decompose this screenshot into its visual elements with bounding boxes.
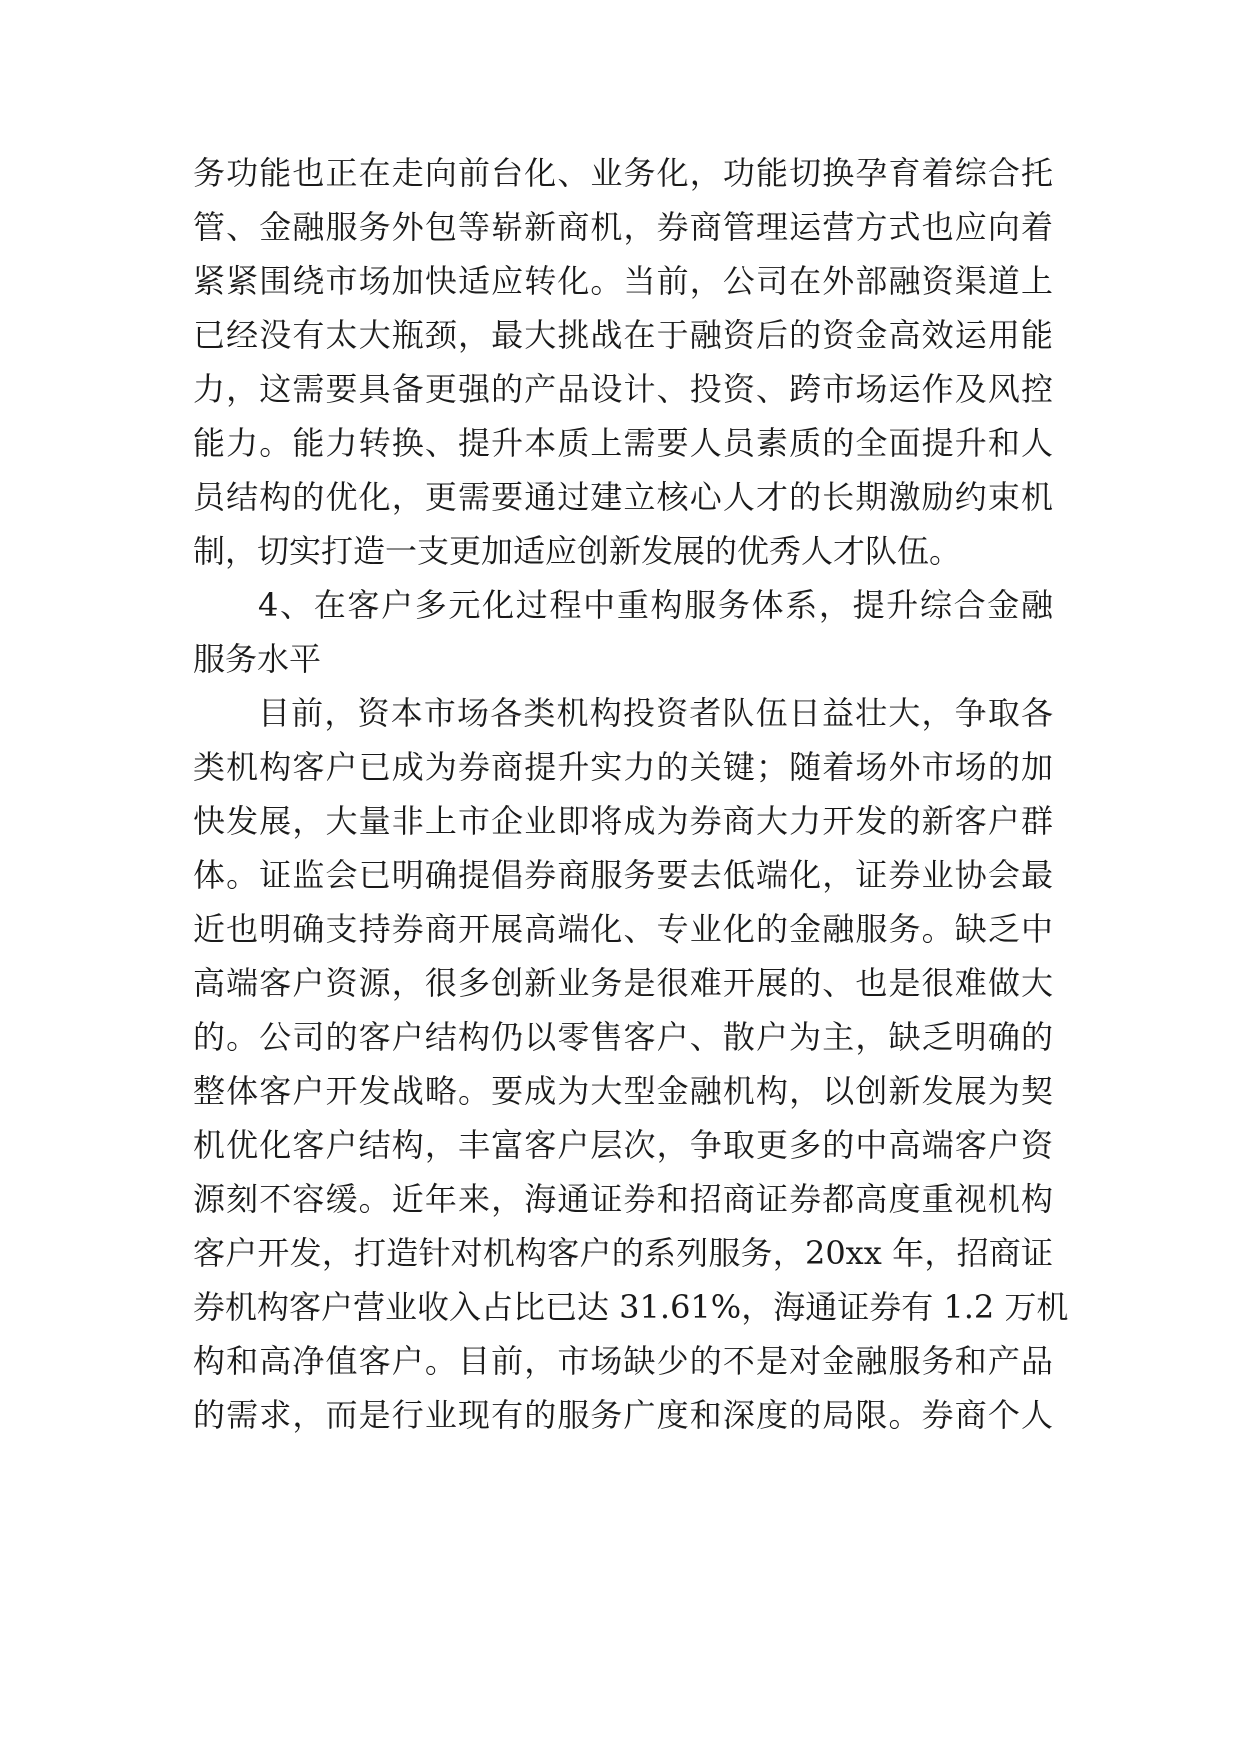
section-heading-line-1: 4、在客户多元化过程中重构服务体系，提升综合金融 [258, 586, 1053, 624]
text-line-22: 券机构客户营业收入占比已达 31.61%，海通证券有 1.2 万机 [193, 1288, 1069, 1326]
text-line-19: 机优化客户结构，丰富客户层次，争取更多的中高端客户资 [193, 1126, 1053, 1164]
section-heading-line-2: 服务水平 [193, 640, 322, 678]
text-line-7: 员结构的优化，更需要通过建立核心人才的长期激励约束机 [193, 478, 1053, 516]
text-line-11: 目前，资本市场各类机构投资者队伍日益壮大，争取各 [258, 694, 1053, 732]
text-line-20: 源刻不容缓。近年来，海通证券和招商证券都高度重视机构 [193, 1180, 1053, 1218]
text-line-2: 管、金融服务外包等崭新商机，券商管理运营方式也应向着 [193, 208, 1053, 246]
text-line-23: 构和高净值客户。目前，市场缺少的不是对金融服务和产品 [193, 1342, 1053, 1380]
text-line-15: 近也明确支持券商开展高端化、专业化的金融服务。缺乏中 [193, 910, 1053, 948]
text-line-18: 整体客户开发战略。要成为大型金融机构，以创新发展为契 [193, 1072, 1053, 1110]
text-line-12: 类机构客户已成为券商提升实力的关键；随着场外市场的加 [193, 748, 1053, 786]
text-line-13: 快发展，大量非上市企业即将成为券商大力开发的新客户群 [193, 802, 1053, 840]
text-line-3: 紧紧围绕市场加快适应转化。当前，公司在外部融资渠道上 [193, 262, 1053, 300]
text-line-21: 客户开发，打造针对机构客户的系列服务，20xx 年，招商证 [193, 1234, 1053, 1272]
text-line-24: 的需求，而是行业现有的服务广度和深度的局限。券商个人 [193, 1396, 1053, 1434]
text-line-6: 能力。能力转换、提升本质上需要人员素质的全面提升和人 [193, 424, 1053, 462]
text-line-16: 高端客户资源，很多创新业务是很难开展的、也是很难做大 [193, 964, 1053, 1002]
text-line-17: 的。公司的客户结构仍以零售客户、散户为主，缺乏明确的 [193, 1018, 1053, 1056]
text-line-8: 制，切实打造一支更加适应创新发展的优秀人才队伍。 [193, 532, 962, 570]
text-line-1: 务功能也正在走向前台化、业务化，功能切换孕育着综合托 [193, 154, 1053, 192]
text-line-14: 体。证监会已明确提倡券商服务要去低端化，证券业协会最 [193, 856, 1053, 894]
text-line-5: 力，这需要具备更强的产品设计、投资、跨市场运作及风控 [193, 370, 1053, 408]
text-line-4: 已经没有太大瓶颈，最大挑战在于融资后的资金高效运用能 [193, 316, 1053, 354]
